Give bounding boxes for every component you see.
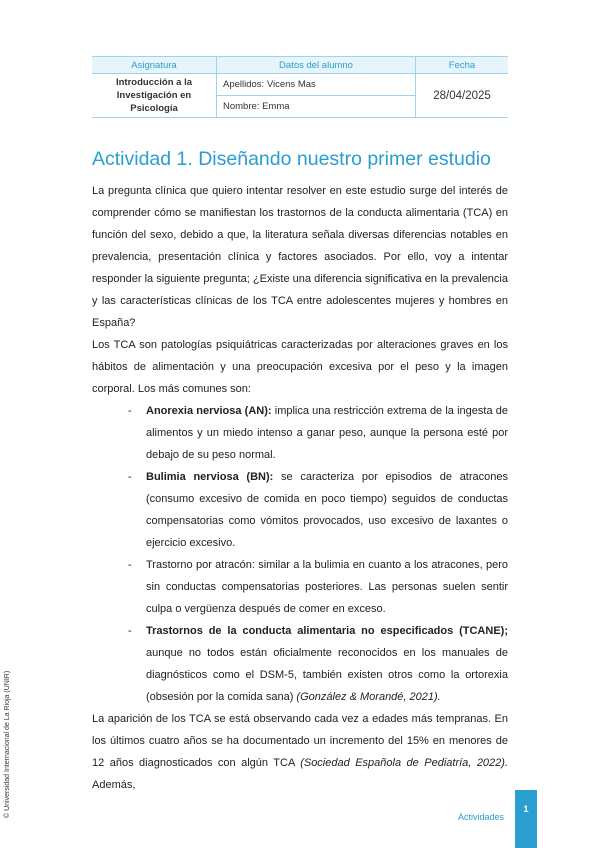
document-body [92, 180, 508, 796]
list-term: Anorexia nerviosa (AN): [146, 405, 272, 417]
surname-cell: Apellidos: Vicens Mas [217, 74, 416, 96]
date-cell: 28/04/2025 [416, 74, 509, 118]
col-subject-header: Asignatura [92, 57, 217, 74]
paragraph [92, 708, 508, 796]
col-student-header: Datos del alumno [217, 57, 416, 74]
closing-tail: Además, [92, 779, 136, 791]
closing-text: La aparición de los TCA se está observando cada vez a edades más tempranas. En los últimos cuatro años se ha documentado un incremento del 15% en menores de 12 años diagnosticados con algún TCA [92, 713, 508, 769]
list-text: implica una restricción extrema de la ingesta de alimentos y un miedo intenso a ganar peso, aunque la persona esté por debajo de su peso normal. [146, 405, 508, 461]
footer-section-label: Actividades [458, 812, 505, 822]
paragraph: Los TCA son patologías psiquiátricas caracterizadas por alteraciones graves en los hábitos de alimentación y una preocupación excesiva por el peso y la imagen corporal. Los más comunes son: [92, 339, 508, 395]
list-text: Trastorno por atracón: similar a la bulimia en cuanto a los atracones, pero sin conductas compensatorias posteriores. Las personas suelen sentir culpa o vergüenza después de comer en exceso. [146, 559, 508, 615]
list-term: Trastornos de la conducta alimentaria no especificados (TCANE); [146, 625, 508, 637]
citation: (González & Morandé, 2021). [296, 691, 441, 703]
list-item [92, 400, 508, 466]
copyright-notice: © Universidad Internacional de La Rioja (UNIR) [4, 670, 11, 818]
header-table [92, 56, 508, 118]
subject-cell: Introducción a la Investigación en Psicología [92, 74, 217, 118]
list-text: aunque no todos están oficialmente reconocidos en los manuales de diagnósticos como el DSM-5, también existen otros como la ortorexia (obsesión por la comida sana) [146, 647, 508, 703]
col-date-header: Fecha [416, 57, 509, 74]
citation: (Sociedad Española de Pediatría, 2022). [300, 757, 509, 769]
page-number: 1 [515, 790, 537, 848]
list-item [92, 554, 508, 620]
disorder-list [92, 400, 508, 708]
list-item [92, 466, 508, 554]
list-text: se caracteriza por episodios de atracones (consumo excesivo de comida en poco tiempo) seguidos de conductas compensatorias como vómitos provocados, uso excesivo de laxantes o ejercicio excesivo. [146, 471, 509, 549]
list-term: Bulimia nerviosa (BN): [146, 471, 274, 483]
paragraph: La pregunta clínica que quiero intentar resolver en este estudio surge del interés de comprender cómo se manifiestan los trastornos de la conducta alimentaria (TCA) en función del sexo, debido a que, la literatura señala diversas diferencias notables en prevalencia, presentación clínica y factores asociados. Por ello, voy a intentar responder la siguiente pregunta; ¿Existe una diferencia significativa en la prevalencia y las características clínicas de los TCA entre adolescentes mujeres y hombres en España? [92, 185, 508, 329]
list-item [92, 620, 508, 708]
page-title: Actividad 1. Diseñando nuestro primer estudio [92, 148, 491, 170]
name-cell: Nombre: Emma [217, 96, 416, 118]
